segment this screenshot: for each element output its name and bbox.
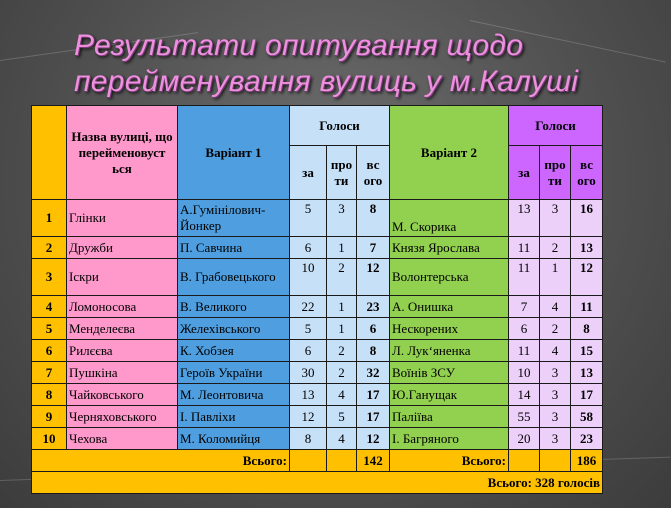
variant-2-for: 10 [509, 362, 540, 384]
variant-1-against: 3 [327, 200, 357, 237]
variant-1-name: М. Леонтовича [178, 384, 290, 406]
variant-2-total: 13 [571, 237, 603, 259]
street-name: Чехова [67, 428, 178, 450]
title-line-2: перейменування вулиць у м.Калуші [74, 65, 579, 98]
total-empty-cell [290, 450, 327, 472]
street-name: Рилєєва [67, 340, 178, 362]
header-votes-2: Голоси [509, 106, 603, 146]
variant-1-total: 8 [357, 340, 390, 362]
variant-2-total: 16 [571, 200, 603, 237]
header-street: Назва вулиці, що перейменовуст ься [67, 106, 178, 200]
variant-1-against: 2 [327, 362, 357, 384]
variant-1-for: 22 [290, 296, 327, 318]
street-name: Ломоносова [67, 296, 178, 318]
variant-2-for: 7 [509, 296, 540, 318]
header-variant-2: Варіант 2 [390, 106, 509, 200]
variant-1-against: 2 [327, 259, 357, 296]
variant-2-name: Паліїва [390, 406, 509, 428]
variant-2-total: 15 [571, 340, 603, 362]
variant-1-total: 12 [357, 259, 390, 296]
variant-2-name: Воїнів ЗСУ [390, 362, 509, 384]
variant-1-for: 5 [290, 200, 327, 237]
totals-row [32, 450, 603, 472]
table-row [32, 384, 603, 406]
header-vsogo-1: вс ого [357, 146, 390, 200]
variant-1-against: 1 [327, 296, 357, 318]
row-number: 2 [32, 237, 67, 259]
variant-2-against: 4 [540, 296, 571, 318]
variant-1-against: 4 [327, 384, 357, 406]
variant-2-for: 14 [509, 384, 540, 406]
total-votes-variant-2: 186 [571, 450, 603, 472]
variant-1-for: 8 [290, 428, 327, 450]
variant-1-total: 17 [357, 384, 390, 406]
variant-1-against: 2 [327, 340, 357, 362]
row-number: 4 [32, 296, 67, 318]
street-name: Пушкіна [67, 362, 178, 384]
header-proty-1: про ти [327, 146, 357, 200]
variant-2-name: М. Скорика [390, 200, 509, 237]
header-votes-1: Голоси [290, 106, 390, 146]
variant-2-against: 1 [540, 259, 571, 296]
total-empty-cell [327, 450, 357, 472]
variant-2-total: 13 [571, 362, 603, 384]
variant-2-total: 12 [571, 259, 603, 296]
variant-2-total: 58 [571, 406, 603, 428]
grand-total-row [32, 472, 603, 494]
header-za-2: за [509, 146, 540, 200]
variant-2-total: 17 [571, 384, 603, 406]
variant-1-for: 12 [290, 406, 327, 428]
row-number: 6 [32, 340, 67, 362]
variant-2-for: 11 [509, 340, 540, 362]
street-name: Чайковського [67, 384, 178, 406]
variant-2-name: Волонтерська [390, 259, 509, 296]
total-votes-variant-1: 142 [357, 450, 390, 472]
table-row [32, 406, 603, 428]
header-vsogo-2: вс ого [571, 146, 603, 200]
variant-2-name: А. Онишка [390, 296, 509, 318]
variant-2-name: Князя Ярослава [390, 237, 509, 259]
variant-1-name: В. Великого [178, 296, 290, 318]
header-proty-2: про ти [540, 146, 571, 200]
total-empty-cell [540, 450, 571, 472]
table-row [32, 340, 603, 362]
table-row [32, 296, 603, 318]
variant-2-name: Ю.Ганущак [390, 384, 509, 406]
variant-2-against: 4 [540, 340, 571, 362]
variant-1-total: 32 [357, 362, 390, 384]
variant-1-against: 1 [327, 318, 357, 340]
variant-1-name: Героїв України [178, 362, 290, 384]
variant-1-name: І. Павліхи [178, 406, 290, 428]
street-name: Менделеєва [67, 318, 178, 340]
table-row [32, 237, 603, 259]
variant-1-name: Желехівського [178, 318, 290, 340]
variant-1-against: 1 [327, 237, 357, 259]
variant-1-name: А.Гумінілович-Йонкер [178, 200, 290, 237]
variant-1-total: 8 [357, 200, 390, 237]
variant-2-total: 8 [571, 318, 603, 340]
variant-2-against: 3 [540, 428, 571, 450]
variant-2-against: 2 [540, 237, 571, 259]
row-number: 9 [32, 406, 67, 428]
total-empty-cell [509, 450, 540, 472]
variant-2-for: 6 [509, 318, 540, 340]
variant-1-total: 17 [357, 406, 390, 428]
variant-1-for: 13 [290, 384, 327, 406]
variant-1-for: 6 [290, 340, 327, 362]
header-variant-1: Варіант 1 [178, 106, 290, 200]
variant-1-for: 10 [290, 259, 327, 296]
total-label-2: Всього: [390, 450, 509, 472]
variant-2-for: 11 [509, 237, 540, 259]
row-number: 5 [32, 318, 67, 340]
row-number: 7 [32, 362, 67, 384]
street-name: Глінки [67, 200, 178, 237]
variant-2-against: 3 [540, 384, 571, 406]
variant-2-total: 11 [571, 296, 603, 318]
variant-2-against: 3 [540, 406, 571, 428]
title-line-1: Результати опитування щодо [74, 29, 524, 62]
variant-2-for: 55 [509, 406, 540, 428]
row-number: 3 [32, 259, 67, 296]
row-number: 8 [32, 384, 67, 406]
variant-2-name: І. Багряного [390, 428, 509, 450]
header-number-cell [32, 106, 67, 200]
table-row [32, 362, 603, 384]
variant-1-total: 7 [357, 237, 390, 259]
header-row [32, 106, 603, 146]
variant-2-name: Л. Лук‘яненка [390, 340, 509, 362]
variant-2-against: 3 [540, 200, 571, 237]
variant-2-for: 13 [509, 200, 540, 237]
street-name: Іскри [67, 259, 178, 296]
variant-1-name: П. Савчина [178, 237, 290, 259]
row-number: 1 [32, 200, 67, 237]
street-name: Черняховського [67, 406, 178, 428]
variant-1-name: В. Грабовецького [178, 259, 290, 296]
variant-2-against: 2 [540, 318, 571, 340]
variant-1-for: 5 [290, 318, 327, 340]
slide-title [74, 28, 664, 100]
variant-2-name: Нескорених [390, 318, 509, 340]
table-row [32, 318, 603, 340]
variant-1-against: 5 [327, 406, 357, 428]
table-row [32, 428, 603, 450]
variant-1-total: 12 [357, 428, 390, 450]
variant-2-for: 11 [509, 259, 540, 296]
table-row [32, 259, 603, 296]
header-za-1: за [290, 146, 327, 200]
variant-2-total: 23 [571, 428, 603, 450]
row-number: 10 [32, 428, 67, 450]
variant-1-for: 30 [290, 362, 327, 384]
total-label-1: Всього: [32, 450, 290, 472]
variant-1-for: 6 [290, 237, 327, 259]
variant-1-total: 23 [357, 296, 390, 318]
poll-results-table [31, 105, 603, 494]
table-row [32, 200, 603, 237]
variant-1-total: 6 [357, 318, 390, 340]
grand-total: Всього: 328 голосів [32, 472, 603, 494]
variant-1-name: М. Коломийця [178, 428, 290, 450]
variant-1-name: К. Хобзея [178, 340, 290, 362]
variant-2-against: 3 [540, 362, 571, 384]
street-name: Дружби [67, 237, 178, 259]
variant-2-for: 20 [509, 428, 540, 450]
variant-1-against: 4 [327, 428, 357, 450]
